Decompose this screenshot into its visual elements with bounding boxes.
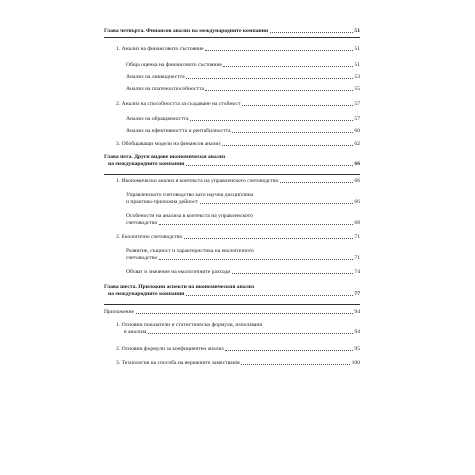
chapter-6-page: 77 (354, 291, 360, 297)
toc-entry[interactable] (126, 213, 360, 227)
dot-leader (270, 32, 353, 33)
toc-entry[interactable] (126, 74, 360, 81)
toc-entry[interactable] (126, 86, 360, 93)
toc-entry-label: 1. Анализ на финансовото състояние (116, 46, 204, 52)
toc-entry-page: 94 (354, 329, 360, 335)
toc-entry-page: 66 (354, 178, 360, 184)
toc-entry-label: Анализ на платежоспособността (126, 86, 204, 92)
toc-entry-page: 60 (354, 128, 360, 134)
toc-entry-page: 68 (354, 220, 360, 226)
toc-entry-label: 1. Икономически анализ в контекста на управленското счетоводство (116, 178, 279, 184)
dot-leader (200, 203, 353, 204)
dot-leader (184, 238, 353, 239)
toc-entry-label: 3. Обобщаващи модели на финансов анализ (116, 141, 221, 147)
toc-entry-label: Анализ на ликвидността (126, 74, 185, 80)
dot-leader (242, 105, 353, 106)
toc-entry[interactable] (116, 360, 360, 367)
toc-entry[interactable] (116, 178, 360, 185)
toc-entry-page: 66 (354, 199, 360, 205)
chapter-6-title-line-2: на международните компании (108, 291, 185, 297)
dot-leader (186, 165, 353, 166)
toc-entry[interactable] (116, 234, 360, 241)
toc-entry-label-line-2: и практико-приложна дейност (126, 199, 198, 205)
toc-entry-page: 74 (354, 269, 360, 275)
dot-leader (241, 364, 350, 365)
toc-entry-label-line-2: счетоводство (126, 220, 158, 226)
dot-leader (280, 182, 353, 183)
toc-entry[interactable] (116, 46, 360, 53)
toc-entry[interactable] (126, 116, 360, 123)
toc-entry-label-line-1: Особености на анализа в контекста на управленското (126, 213, 253, 219)
dot-leader (205, 50, 353, 51)
chapter-5-title-line-2: на международните компании (108, 161, 185, 167)
toc-entry-label-line-1: Развитие, същност и характеристика на екологичното (126, 248, 254, 254)
toc-entry-label-line-1: 1. Основни показатели и статистически формули, използвани (116, 322, 263, 328)
chapter-5-heading[interactable] (104, 154, 360, 168)
dot-leader (136, 313, 353, 314)
dot-leader (186, 295, 353, 296)
dot-leader (159, 224, 353, 225)
chapter-4-heading[interactable] (104, 28, 360, 35)
dot-leader (232, 132, 353, 133)
toc-entry[interactable] (126, 269, 360, 276)
chapter-4-page: 51 (354, 28, 360, 34)
toc-entry-label: 2. Екологично счетоводство (116, 234, 183, 240)
toc-entry-page: 94 (354, 309, 360, 315)
toc-entry-label: Обхват и значение на екологичните разходи (126, 269, 231, 275)
toc-entry[interactable] (116, 322, 360, 336)
toc-entry-label: Обща оценка на финансовото състояние (126, 62, 222, 68)
toc-entry-page: 95 (354, 346, 360, 352)
toc-entry-label: Приложение (104, 309, 135, 315)
chapter-4-title: Глава четвърта. Финансов анализ на международните компании (104, 28, 269, 34)
toc-entry-label-line-2: в анализа (124, 329, 147, 335)
dot-leader (190, 120, 353, 121)
toc-entry-label-line-1: Управленското счетоводство като научна дисциплина (126, 192, 254, 198)
chapter-6-title-line-1: Глава шеста. Приложни аспекти на икономическия анализ (104, 284, 255, 290)
toc-entry-page: 62 (354, 141, 360, 147)
dot-leader (186, 78, 353, 79)
toc-entry-page: 71 (354, 255, 360, 261)
chapter-6-rule (104, 304, 360, 305)
toc-entry-label: Анализ на обращаемостта (126, 116, 189, 122)
toc-entry-label: Анализ на ефективността и рентабилността (126, 128, 231, 134)
dot-leader (222, 145, 353, 146)
toc-entry[interactable] (126, 248, 360, 262)
dot-leader (223, 66, 352, 67)
toc-entry-page: 57 (354, 116, 360, 122)
toc-entry-page: 51 (354, 62, 360, 68)
dot-leader (205, 90, 352, 91)
dot-leader (225, 350, 353, 351)
toc-entry-page: 53 (354, 74, 360, 80)
dot-leader (159, 259, 353, 260)
toc-entry-label: 3. Технология на способа на верижните заместванія (116, 360, 240, 366)
chapter-6-heading[interactable] (104, 284, 360, 298)
toc-entry[interactable] (116, 346, 360, 353)
chapter-5-page: 66 (354, 161, 360, 167)
toc-entry-page: 100 (351, 360, 360, 366)
toc-entry[interactable] (116, 101, 360, 108)
toc-entry-label: 2. Анализ на способността за създаване на стойност (116, 101, 241, 107)
toc-entry[interactable] (126, 128, 360, 135)
toc-entry-page: 57 (354, 101, 360, 107)
toc-entry-label: 2. Основни формули за коефициентен анализ (116, 346, 224, 352)
chapter-4-rule (104, 37, 360, 38)
toc-entry[interactable] (104, 309, 360, 316)
toc-entry[interactable] (116, 141, 360, 148)
dot-leader (148, 333, 353, 334)
toc-entry[interactable] (126, 192, 360, 206)
chapter-5-rule (104, 174, 360, 175)
toc-entry-page: 51 (354, 46, 360, 52)
toc-entry[interactable] (126, 62, 360, 69)
toc-entry-label-line-2: счетоводство (126, 255, 158, 261)
toc-entry-page: 71 (354, 234, 360, 240)
dot-leader (232, 273, 353, 274)
toc-entry-page: 55 (354, 86, 360, 92)
chapter-5-title-line-1: Глава пета. Други видове икономически анализ (104, 154, 226, 160)
